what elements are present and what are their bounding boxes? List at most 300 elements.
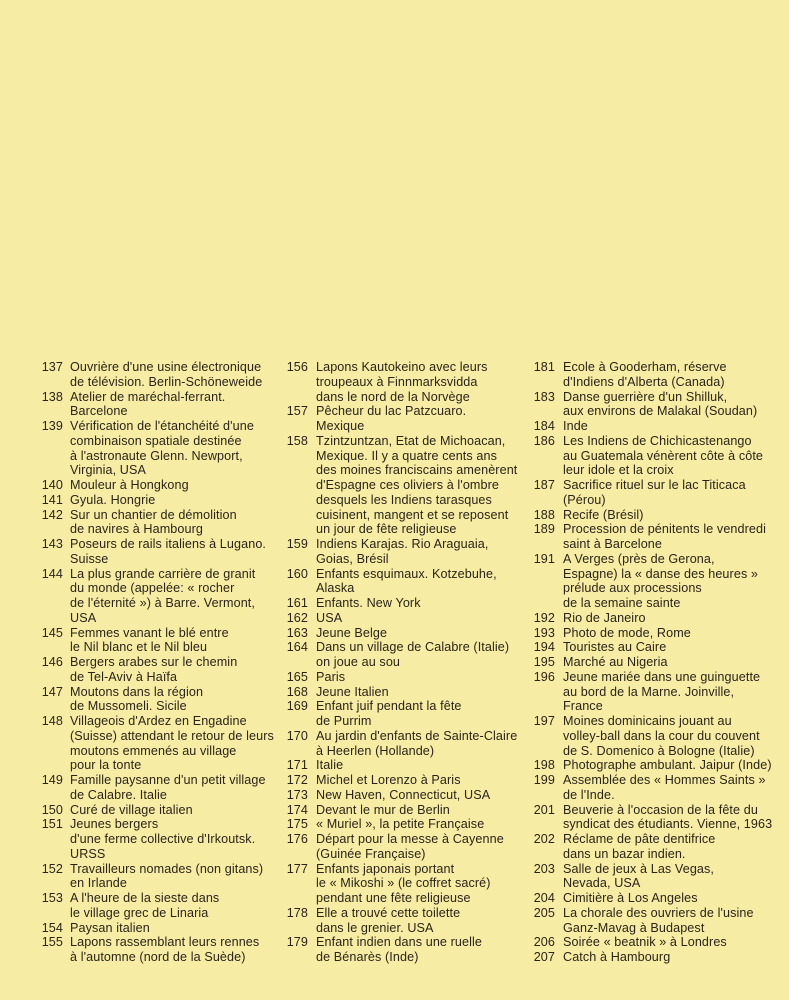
caption-text [563,832,715,862]
caption-entry [531,862,771,892]
caption-line: Lapons rassemblant leurs rennes [70,935,260,950]
caption-line: A l'heure de la sieste dans [70,891,220,905]
caption-entry [531,803,771,833]
caption-line: Enfant indien dans une ruelle [316,935,483,950]
caption-line: Alaska [316,581,355,596]
caption-line: (Suisse) attendant le retour de leurs [70,728,274,743]
caption-entry [531,419,771,434]
caption-text [316,596,421,611]
caption-line: Enfants. New York [316,596,421,610]
caption-number: 168 [286,684,308,699]
caption-number: 178 [286,905,308,920]
caption-entry [283,611,523,626]
caption-line: Virginia, USA [70,463,146,478]
caption-line: Jeune mariée dans une guinguette [563,669,761,684]
caption-text [563,803,772,833]
caption-entry [283,758,523,773]
caption-line: au bord de la Marne. Joinville, [563,684,735,699]
caption-line: Beuverie à l'occasion de la fête du [563,802,758,817]
caption-line: Paysan italien [70,920,150,935]
caption-number: 145 [41,625,63,640]
caption-entry [531,434,771,478]
caption-entry [283,537,523,567]
caption-text [316,832,504,862]
caption-text [563,950,670,965]
caption-entry [36,508,276,538]
caption-text [316,817,484,832]
caption-text [563,478,746,508]
caption-number: 189 [533,522,555,537]
caption-text [70,360,262,390]
caption-entry [283,788,523,803]
caption-number: 193 [533,625,555,640]
caption-line: de navires à Hambourg [70,522,204,537]
caption-line: Dans un village de Calabre (Italie) [316,640,510,655]
caption-line: Mexique. Il y a quatre cents ans [316,448,498,463]
caption-entry [283,360,523,404]
caption-line: Atelier de maréchal-ferrant. [70,389,226,404]
caption-number: 138 [41,389,63,404]
caption-text [563,891,698,906]
caption-line: Paris [316,669,346,684]
caption-number: 170 [286,728,308,743]
caption-number: 164 [286,640,308,655]
caption-line: de Tel-Aviv à Haïfa [70,669,178,684]
caption-entry [531,611,771,626]
caption-number: 173 [286,787,308,802]
caption-text [563,522,766,552]
caption-line: on joue au sou [316,655,401,669]
caption-number: 160 [286,566,308,581]
caption-text [316,567,497,597]
caption-text [316,360,488,404]
caption-number: 161 [286,596,308,610]
caption-line: France [563,699,603,714]
caption-text [316,729,517,759]
caption-entry [531,626,771,641]
caption-entry [283,596,523,611]
caption-line: Curé de village italien [70,802,193,817]
caption-line: Goias, Brésil [316,551,389,566]
caption-entry [36,773,276,803]
caption-entry [531,891,771,906]
caption-line: Jeune Belge [316,625,388,640]
caption-number: 175 [286,817,308,832]
caption-number: 165 [286,669,308,684]
caption-entry [36,817,276,861]
caption-line: USA [70,610,97,625]
caption-line: aux environs de Malakal (Soudan) [563,404,758,419]
caption-line: le « Mikoshi » (le coffret sacré) [316,876,491,891]
caption-line: dans le grenier. USA [316,920,434,935]
caption-number: 201 [533,802,555,817]
caption-line: dans un bazar indien. [563,846,686,861]
caption-line: de l'Inde. [563,787,615,802]
caption-entry [283,773,523,788]
caption-number: 181 [533,360,555,374]
caption-line: Ouvrière d'une usine électronique [70,360,262,374]
caption-line: Assemblée des « Hommes Saints » [563,773,766,787]
caption-text [316,670,345,685]
caption-line: La chorale des ouvriers de l'usine [563,905,754,920]
caption-entry [36,803,276,818]
caption-entry [283,817,523,832]
caption-text [316,862,491,906]
caption-text [563,626,691,641]
caption-entry [531,832,771,862]
caption-number: 202 [533,832,555,846]
caption-number: 140 [41,478,63,492]
caption-number: 152 [41,861,63,876]
caption-line: Poseurs de rails italiens à Lugano. [70,537,267,551]
caption-text [316,640,509,670]
caption-line: de S. Domenico à Bologne (Italie) [563,743,755,758]
caption-number: 205 [533,905,555,920]
caption-line: Femmes vanant le blé entre [70,625,229,640]
caption-line: Marché au Nigeria [563,655,668,669]
caption-number: 207 [533,950,555,964]
caption-number: 203 [533,861,555,876]
caption-line: cuisinent, mangent et se reposent [316,507,509,522]
caption-line: Villageois d'Ardez en Engadine [70,714,247,728]
caption-number: 144 [41,566,63,581]
caption-text [70,803,193,818]
caption-line: de Mussomeli. Sicile [70,699,187,714]
caption-line: prélude aux processions [563,581,702,596]
caption-number: 199 [533,773,555,787]
caption-line: pour la tonte [70,758,142,773]
caption-entry [283,935,523,965]
caption-entry [36,537,276,567]
caption-line: combinaison spatiale destinée [70,433,242,448]
caption-line: Travailleurs nomades (non gitans) [70,861,264,876]
caption-entry [283,803,523,818]
caption-line: dans le nord de la Norvège [316,389,470,404]
caption-line: « Muriel », la petite Française [316,817,485,832]
caption-number: 137 [41,360,63,374]
caption-line: Au jardin d'enfants de Sainte-Claire [316,728,518,743]
caption-text [563,714,760,758]
caption-line: volley-ball dans la cour du couvent [563,728,760,743]
caption-line: Devant le mur de Berlin [316,802,450,817]
caption-entry [36,360,276,390]
caption-entry [531,906,771,936]
caption-entry [531,522,771,552]
caption-line: de Purrim [316,714,372,728]
caption-number: 169 [286,699,308,714]
caption-line: Danse guerrière d'un Shilluk, [563,389,728,404]
caption-number: 157 [286,404,308,419]
caption-line: à Heerlen (Hollande) [316,743,435,758]
caption-text [70,891,219,921]
caption-line: le village grec de Linaria [70,905,209,920]
caption-line: Suisse [70,551,109,566]
caption-line: Photographe ambulant. Jaipur (Inde) [563,758,772,773]
caption-line: Les Indiens de Chichicastenango [563,433,752,448]
caption-number: 176 [286,832,308,846]
caption-number: 142 [41,507,63,522]
caption-entry [531,478,771,508]
caption-line: Tzintzuntzan, Etat de Michoacan, [316,433,506,448]
caption-entry [36,478,276,493]
caption-entry [283,906,523,936]
caption-text [316,626,387,641]
caption-line: Enfants japonais portant [316,861,455,876]
caption-text [70,626,229,656]
caption-line: Jeunes bergers [70,817,159,832]
caption-line: le Nil blanc et le Nil bleu [70,640,208,655]
caption-number: 198 [533,758,555,773]
caption-text [563,773,766,803]
caption-line: Photo de mode, Rome [563,625,691,640]
caption-text [316,935,482,965]
caption-entry [531,670,771,714]
caption-line: Inde [563,419,588,433]
caption-number: 158 [286,433,308,448]
caption-entry [36,567,276,626]
caption-line: au Guatemala vénèrent côte à côte [563,448,764,463]
caption-entry [36,891,276,921]
caption-number: 184 [533,419,555,433]
caption-text [563,670,760,714]
caption-entry [531,714,771,758]
caption-entry [531,758,771,773]
caption-number: 147 [41,684,63,699]
caption-text [563,434,763,478]
caption-number: 154 [41,920,63,935]
caption-line: Rio de Janeiro [563,610,646,625]
caption-text [563,935,727,950]
caption-text [563,758,772,773]
caption-number: 194 [533,640,555,655]
caption-line: Espagne) la « danse des heures » [563,566,759,581]
caption-line: moutons emmenés au village [70,743,237,758]
caption-column-1 [36,360,276,965]
caption-line: Sur un chantier de démolition [70,507,237,522]
caption-line: Italie [316,758,344,773]
caption-text [316,404,466,434]
caption-text [70,655,237,685]
caption-line: de l'éternité ») à Barre. Vermont, [70,596,256,610]
caption-text [70,921,150,936]
caption-number: 141 [41,492,63,507]
caption-text [70,567,255,626]
caption-line: leur idole et la croix [563,463,674,478]
caption-number: 172 [286,773,308,787]
caption-text [563,862,714,892]
caption-entry [36,935,276,965]
caption-text [563,508,644,523]
caption-text [563,655,668,670]
caption-entry [36,655,276,685]
caption-entry [283,404,523,434]
caption-line: Enfants esquimaux. Kotzebuhe, [316,566,497,581]
caption-number: 162 [286,610,308,625]
caption-number: 183 [533,389,555,404]
caption-line: Bergers arabes sur le chemin [70,655,238,669]
caption-entry [36,862,276,892]
caption-line: des moines franciscains amenèrent [316,463,518,478]
caption-line: Moutons dans la région [70,684,204,699]
caption-line: Gyula. Hongrie [70,492,156,507]
caption-number: 171 [286,758,308,773]
caption-number: 143 [41,537,63,551]
caption-line: de Calabre. Italie [70,787,168,802]
caption-text [316,803,450,818]
caption-line: un jour de fête religieuse [316,522,457,537]
caption-line: Sacrifice rituel sur le lac Titicaca [563,478,746,492]
caption-text [70,935,259,965]
caption-entry [531,950,771,965]
caption-line: pendant une fête religieuse [316,891,471,905]
caption-entry [283,832,523,862]
caption-line: syndicat des étudiants. Vienne, 1963 [563,817,773,832]
caption-number: 187 [533,478,555,492]
caption-entry [283,670,523,685]
caption-text [70,685,203,715]
caption-number: 149 [41,773,63,787]
caption-line: d'Indiens d'Alberta (Canada) [563,374,725,389]
caption-text [316,773,461,788]
caption-text [563,906,754,936]
caption-line: Vérification de l'étanchéité d'une [70,419,254,433]
caption-line: Indiens Karajas. Rio Araguaia, [316,537,489,551]
caption-text [316,434,517,537]
caption-column-3 [531,360,771,965]
caption-number: 159 [286,537,308,551]
caption-column-2 [283,360,523,965]
caption-text [316,758,343,773]
caption-entry [36,714,276,773]
caption-text [70,714,274,773]
caption-text [70,862,263,892]
caption-text [563,360,727,390]
caption-number: 151 [41,817,63,832]
caption-line: d'une ferme collective d'Irkoutsk. [70,832,256,846]
caption-text [316,685,389,700]
caption-text [563,390,757,420]
caption-line: Nevada, USA [563,876,641,891]
caption-line: (Guinée Française) [316,846,426,861]
caption-line: USA [316,610,343,625]
caption-entry [36,626,276,656]
caption-line: New Haven, Connecticut, USA [316,787,491,802]
caption-entry [36,685,276,715]
caption-number: 153 [41,891,63,905]
caption-entry [283,862,523,906]
caption-line: de la semaine sainte [563,596,681,610]
caption-line: du monde (appelée: « rocher [70,581,235,596]
caption-line: Salle de jeux à Las Vegas, [563,861,715,876]
caption-text [563,640,666,655]
caption-entry [36,921,276,936]
caption-line: de Bénarès (Inde) [316,950,419,964]
caption-line: Recife (Brésil) [563,507,644,522]
caption-text [316,699,462,729]
caption-number: 196 [533,669,555,684]
caption-text [316,788,490,803]
caption-entry [283,567,523,597]
caption-number: 148 [41,714,63,728]
caption-line: Soirée « beatnik » à Londres [563,935,727,950]
caption-text [563,611,646,626]
caption-entry [531,640,771,655]
caption-line: Pêcheur du lac Patzcuaro. [316,404,467,419]
caption-text [70,817,255,861]
caption-line: desquels les Indiens tarasques [316,492,492,507]
caption-text [316,906,460,936]
caption-line: Michel et Lorenzo à Paris [316,773,461,787]
caption-number: 192 [533,610,555,625]
caption-number: 204 [533,891,555,905]
caption-text [70,478,189,493]
caption-entry [531,390,771,420]
caption-number: 146 [41,655,63,669]
caption-line: Procession de pénitents le vendredi [563,522,767,537]
caption-entry [283,434,523,537]
caption-entry [531,360,771,390]
caption-line: Mouleur à Hongkong [70,478,189,492]
caption-text [563,552,758,611]
caption-text [70,508,237,538]
caption-line: Ecole à Gooderham, réserve [563,360,727,374]
caption-text [70,773,266,803]
caption-entry [531,773,771,803]
caption-line: Elle a trouvé cette toilette [316,905,461,920]
caption-line: saint à Barcelone [563,537,663,551]
caption-line: URSS [70,846,106,861]
caption-text [70,419,254,478]
caption-entry [36,419,276,478]
caption-number: 197 [533,714,555,728]
caption-line: A Verges (près de Gerona, [563,551,715,566]
caption-entry [531,935,771,950]
caption-line: à l'automne (nord de la Suède) [70,950,246,964]
caption-line: en Irlande [70,876,128,891]
caption-line: Famille paysanne d'un petit village [70,773,266,787]
caption-text [316,611,342,626]
caption-line: Réclame de pâte dentifrice [563,832,716,846]
caption-entry [531,655,771,670]
caption-entry [531,508,771,523]
caption-entry [283,640,523,670]
caption-entry [283,626,523,641]
caption-entry [36,390,276,420]
caption-number: 195 [533,655,555,669]
caption-number: 139 [41,419,63,433]
caption-number: 155 [41,935,63,950]
caption-line: Ganz-Mavag à Budapest [563,920,705,935]
caption-number: 150 [41,802,63,817]
caption-text [563,419,588,434]
caption-entry [283,685,523,700]
caption-line: Mexique [316,419,365,433]
caption-line: Barcelone [70,404,128,419]
caption-number: 163 [286,625,308,640]
caption-line: Jeune Italien [316,684,389,699]
caption-line: à l'astronaute Glenn. Newport, [70,448,243,463]
caption-entry [36,493,276,508]
caption-entry [531,552,771,611]
caption-number: 179 [286,935,308,950]
caption-line: (Pérou) [563,492,606,507]
caption-entry [283,699,523,729]
caption-number: 174 [286,802,308,817]
caption-number: 156 [286,360,308,374]
caption-line: La plus grande carrière de granit [70,566,256,581]
caption-number: 191 [533,551,555,566]
caption-number: 206 [533,935,555,950]
